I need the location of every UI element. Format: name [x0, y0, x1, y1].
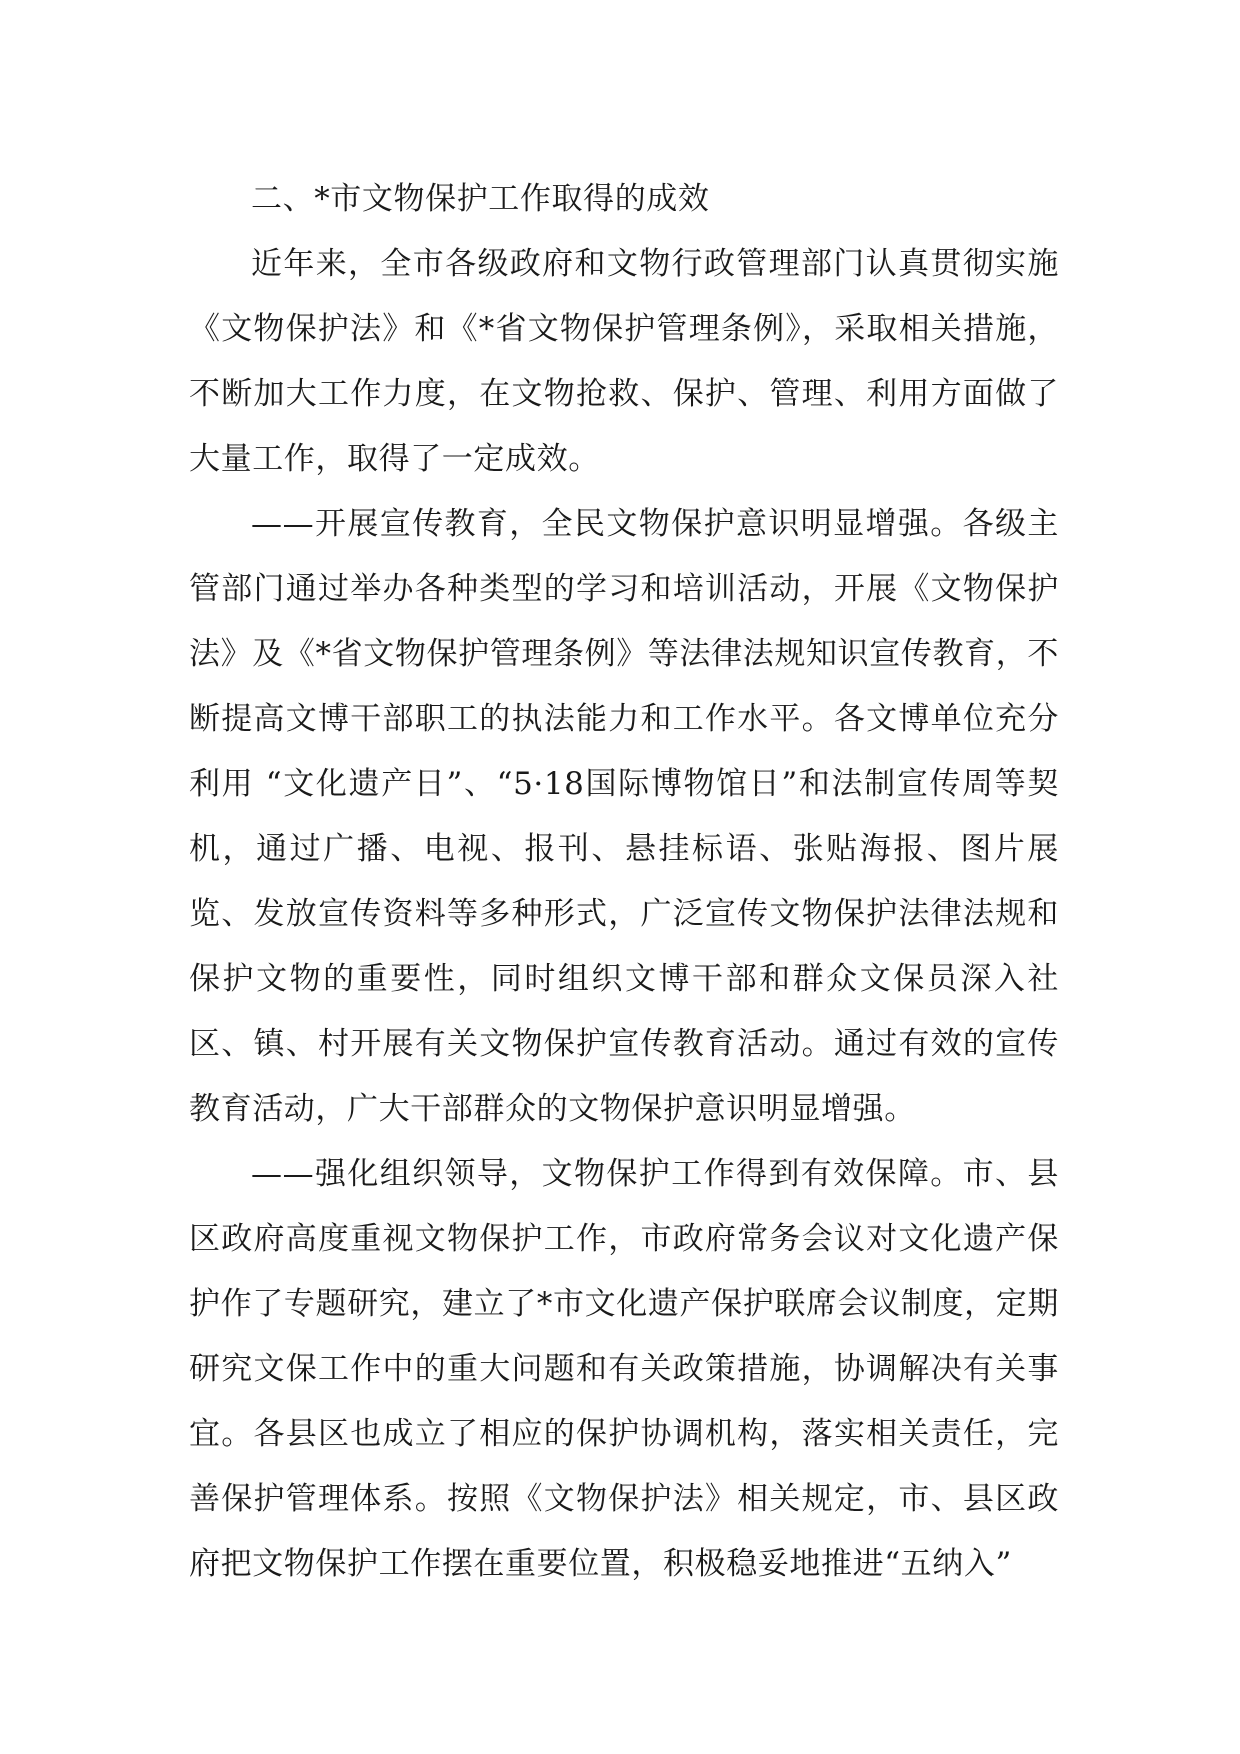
paragraph-organizational-leadership: ——强化组织领导，文物保护工作得到有效保障。市、县区政府高度重视文物保护工作，市政府常务会议对文化遗产保护作了专题研究，建立了*市文化遗产保护联席会议制度，定期研究文保工作中的重大问题和有关政策措施，协调解决有关事宜。各县区也成立了相应的保护协调机构，落实相关责任，完善保护管理体系。按照《文物保护法》相关规定，市、县区政府把文物保护工作摆在重要位置，积极稳妥地推进“五纳入” — [189, 1156, 1059, 1582]
paragraph-publicity-education: ——开展宣传教育，全民文物保护意识明显增强。各级主管部门通过举办各种类型的学习和培训活动，开展《文物保护法》及《*省文物保护管理条例》等法律法规知识宣传教育，不断提高文博干部职工的执法能力和工作水平。各文博单位充分利用 “文化遗产日”、“5·18国际博物馆日”和法制宣传周等契机，通过广播、电视、报刊、悬挂标语、张贴海报、图片展览、发放宣传资料等多种形式，广泛宣传文物保护法律法规和保护文物的重要性，同时组织文博干部和群众文保员深入社区、镇、村开展有关文物保护宣传教育活动。通过有效的宣传教育活动，广大干部群众的文物保护意识明显增强。 — [189, 506, 1059, 1127]
document-body — [189, 167, 1059, 1597]
section-heading: 二、*市文物保护工作取得的成效 — [251, 181, 710, 217]
paragraph-intro: 近年来，全市各级政府和文物行政管理部门认真贯彻实施《文物保护法》和《*省文物保护管理条例》，采取相关措施，不断加大工作力度，在文物抢救、保护、管理、利用方面做了大量工作，取得了一定成效。 — [189, 246, 1059, 477]
